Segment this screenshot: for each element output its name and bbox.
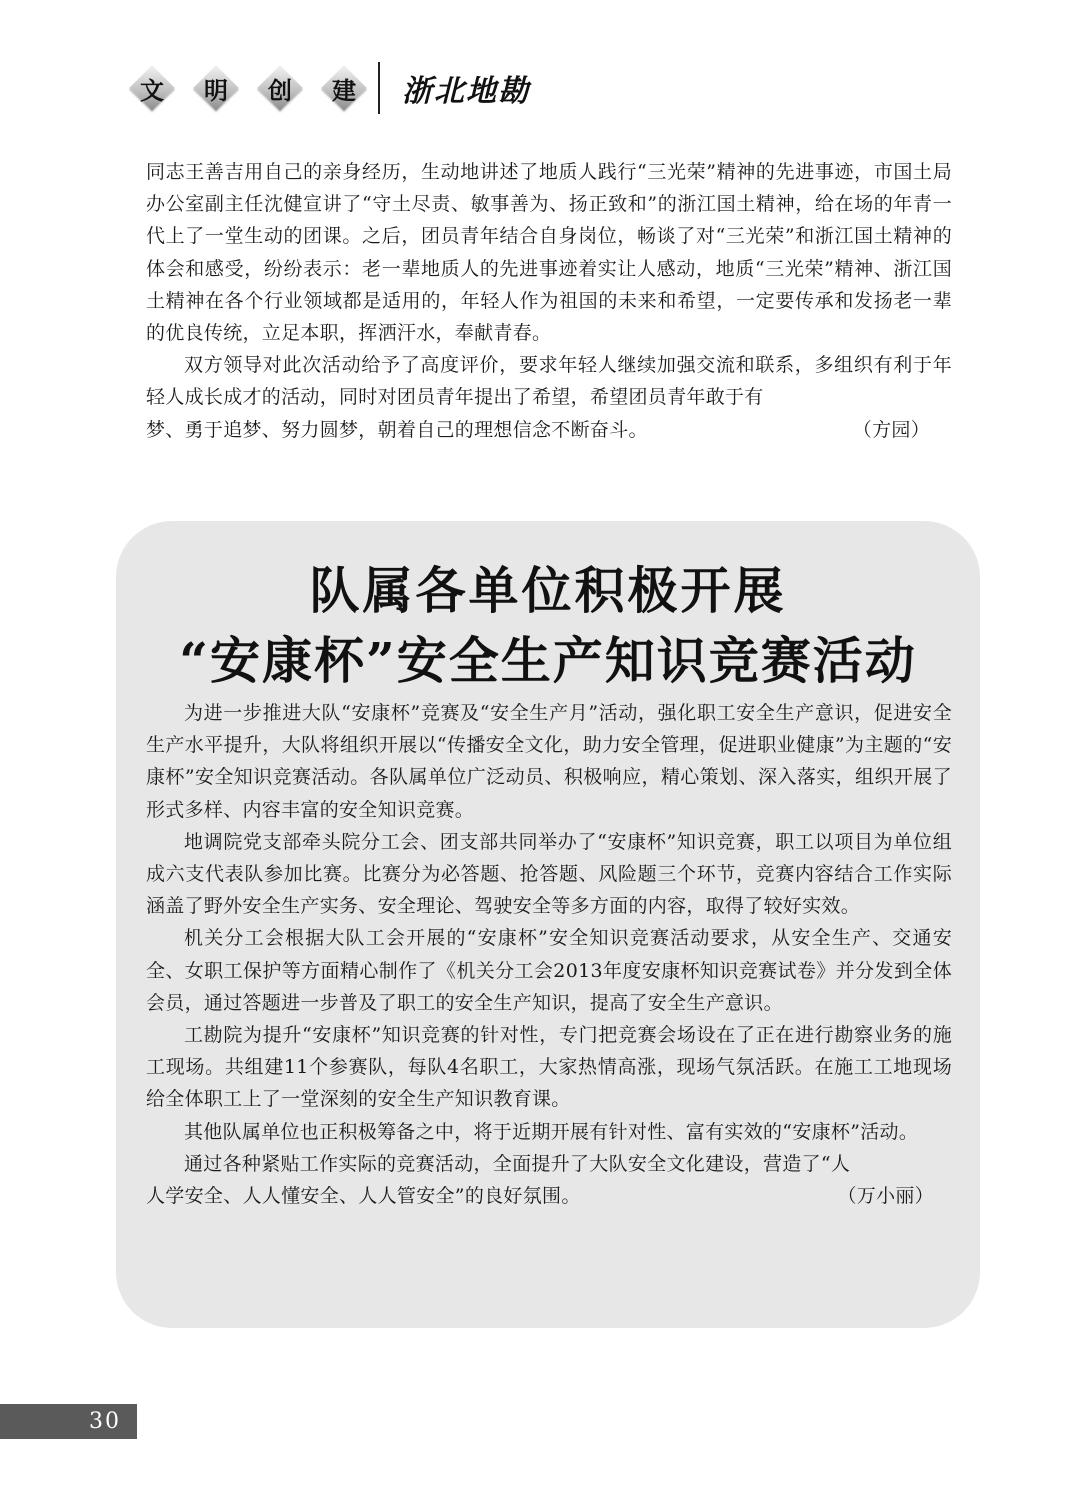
feature-paragraph-1: 为进一步推进大队“安康杯”竞赛及“安全生产月”活动，强化职工安全生产意识，促进安全生产水平提升，大队将组织开展以“传播安全文化，助力安全管理，促进职业健康”为主题的“安康杯”安全知识竞赛活动。各队属单位广泛动员、积极响应，精心策划、深入落实，组织开展了形式多样、内容丰富的安全知识竞赛。: [146, 702, 952, 821]
diamond-badge-3: [256, 64, 304, 112]
feature-title-line-1: 队属各单位积极开展: [309, 561, 787, 620]
magazine-name: 浙北地勘: [402, 74, 530, 109]
header-divider: [378, 62, 380, 114]
feature-paragraph-5: 其他队属单位也正积极筹备之中，将于近期开展有针对性、富有实效的“安康杯”活动。: [184, 1120, 919, 1143]
feature-paragraph-6-end: 人学安全、人人懂安全、人人管安全”的良好氛围。: [146, 1185, 581, 1208]
feature-paragraph-3: 机关分工会根据大队工会开展的“安康杯”安全知识竞赛活动要求，从安全生产、交通安全、女职工保护等方面精心制作了《机关分工会2013年度安康杯知识竞赛试卷》并分发到全体会员，通过答题进一步普及了职工的安全生产知识，提高了安全生产意识。: [146, 927, 952, 1014]
feature-article-box: [116, 521, 980, 1328]
feature-paragraph-4: 工勘院为提升“安康杯”知识竞赛的针对性，专门把竞赛会场设在了正在进行勘察业务的施工现场。共组建11个参赛队，每队4名职工，大家热情高涨，现场气氛活跃。在施工工地现场给全体职工上了一堂深刻的安全生产知识教育课。: [146, 1024, 952, 1111]
section-char-2: 明: [204, 75, 228, 105]
top-article-paragraph-2-end: 梦、勇于追梦、努力圆梦，朝着自己的理想信念不断奋斗。: [146, 418, 648, 441]
top-article-paragraph-1: 同志王善吉用自己的亲身经历，生动地讲述了地质人践行“三光荣”精神的先进事迹，市国土局办公室副主任沈健宣讲了“守土尽责、敏事善为、扬正致和”的浙江国土精神，给在场的年青一代上了一堂生动的团课。之后，团员青年结合自身岗位，畅谈了对“三光荣”和浙江国土精神的体会和感受，纷纷表示：老一辈地质人的先进事迹着实让人感动，地质“三光荣”精神、浙江国土精神在各个行业领域都是适用的，年轻人作为祖国的未来和希望，一定要传承和发扬老一辈的优良传统，立足本职，挥洒汗水，奉献青春。: [146, 161, 952, 345]
section-char-4: 建: [332, 75, 356, 105]
section-char-1: 文: [140, 75, 164, 105]
top-article-author: （方园）: [852, 418, 930, 441]
diamond-badge-2: [192, 64, 240, 112]
diamond-badge-4: [320, 64, 368, 112]
page-number: 30: [0, 1404, 137, 1439]
feature-title-line-2: “安康杯”安全生产知识竞赛活动: [179, 631, 917, 690]
page-header: [128, 58, 530, 118]
section-label: [128, 64, 368, 112]
diamond-badge-1: [128, 64, 176, 112]
top-article-paragraph-2: 双方领导对此次活动给予了高度评价，要求年轻人继续加强交流和联系，多组织有利于年轻人成长成才的活动，同时对团员青年提出了希望，希望团员青年敢于有: [146, 354, 952, 409]
feature-paragraph-2: 地调院党支部牵头院分工会、团支部共同举办了“安康杯”知识竞赛，职工以项目为单位组成六支代表队参加比赛。比赛分为必答题、抢答题、风险题三个环节，竞赛内容结合工作实际涵盖了野外安全生产实务、安全理论、驾驶安全等多方面的内容，取得了较好实效。: [146, 830, 952, 918]
top-article: [146, 156, 952, 446]
feature-last-line: [146, 1180, 952, 1212]
feature-author: （万小丽）: [837, 1185, 934, 1208]
section-char-3: 创: [268, 75, 292, 105]
top-article-last-line: [146, 414, 952, 446]
feature-body: [146, 697, 952, 1212]
feature-paragraph-6: 通过各种紧贴工作实际的竞赛活动，全面提升了大队安全文化建设，营造了“人: [184, 1152, 851, 1175]
